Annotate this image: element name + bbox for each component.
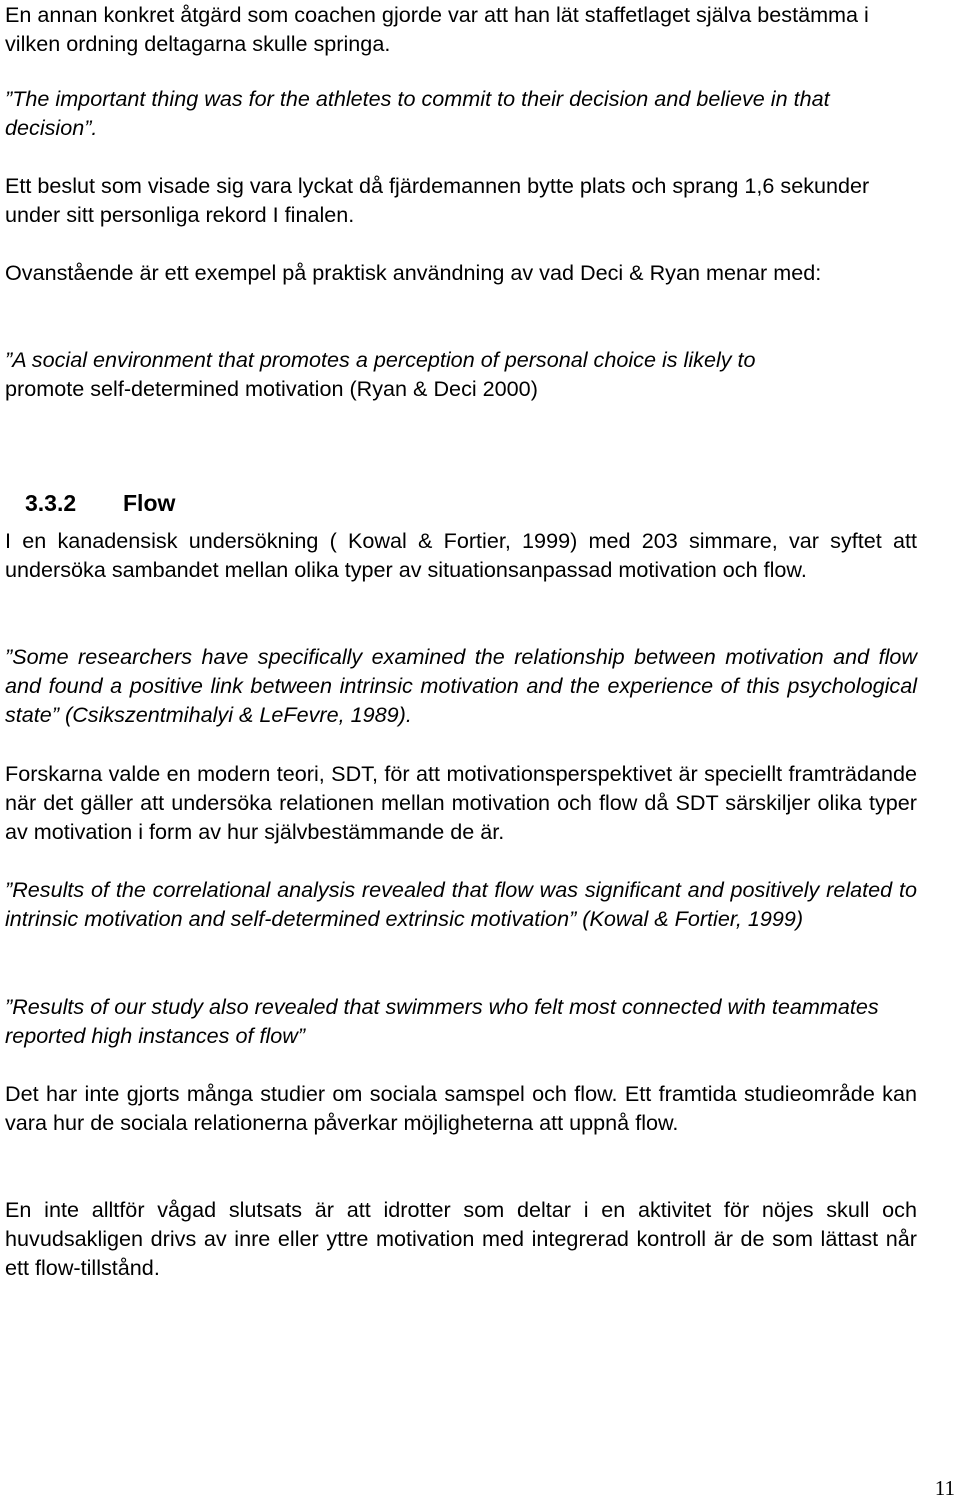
quote-social-environment-line2: promote self-determined motivation (Ryan & Deci 2000) <box>5 376 538 402</box>
paragraph-fourth-runner: Ett beslut som visade sig vara lyckat då fjärdemannen bytte plats och sprang 1,6 sekunder under sitt personliga rekord I finalen. <box>5 173 870 228</box>
quote-swimmers-teammates: ”Results of our study also revealed that swimmers who felt most connected with teammates reported high instances of flow” <box>5 994 879 1049</box>
quote-athletes-commit: ”The important thing was for the athletes to commit to their decision and believe in that decision”. <box>5 86 830 141</box>
quote-researchers-flow: ”Some researchers have specifically examined the relationship between motivation and flow and found a positive link between intrinsic motivation and the experience of this psychological state” (Csikszentmihalyi & LeFevre, 1989). <box>5 644 917 728</box>
paragraph-deci-ryan-example: Ovanstående är ett exempel på praktisk användning av vad Deci & Ryan menar med: <box>5 260 822 285</box>
quote-social-environment-line1: ”A social environment that promotes a perception of personal choice is likely to <box>5 347 756 372</box>
paragraph-relay-team: En annan konkret åtgärd som coachen gjorde var att han lät staffetlaget själva bestämma i vilken ordning deltagarna skulle springa. <box>5 2 869 57</box>
quote-social-environment <box>5 345 917 403</box>
paragraph-social-interaction: Det har inte gjorts många studier om sociala samspel och flow. Ett framtida studieområde kan vara hur de sociala relationerna påverkar möjligheterna att uppnå flow. <box>5 1081 917 1136</box>
paragraph-canadian-study: I en kanadensisk undersökning ( Kowal & Fortier, 1999) med 203 simmare, var syftet att undersöka sambandet mellan olika typer av situationsanpassad motivation och flow. <box>5 528 917 583</box>
section-heading <box>25 489 175 518</box>
paragraph-sdt-theory: Forskarna valde en modern teori, SDT, för att motivationsperspektivet är speciellt framträdande när det gäller att undersöka relationen mellan motivation och flow då SDT särskiljer olika typer av motivation i form av hur självbestämmande de är. <box>5 761 917 845</box>
quote-correlational-analysis: ”Results of the correlational analysis revealed that flow was significant and positively related to intrinsic motivation and self-determined extrinsic motivation” (Kowal & Fortier, 1999) <box>5 877 917 932</box>
section-title: Flow <box>123 490 176 516</box>
page-number: 11 <box>934 1476 955 1500</box>
paragraph-conclusion: En inte alltför vågad slutsats är att idrotter som deltar i en aktivitet för nöjes skull och huvudsakligen drivs av inre eller yttre motivation med integrerad kontroll är de som lättast når ett flow-tillstånd. <box>5 1197 917 1281</box>
section-number: 3.3.2 <box>25 490 77 516</box>
